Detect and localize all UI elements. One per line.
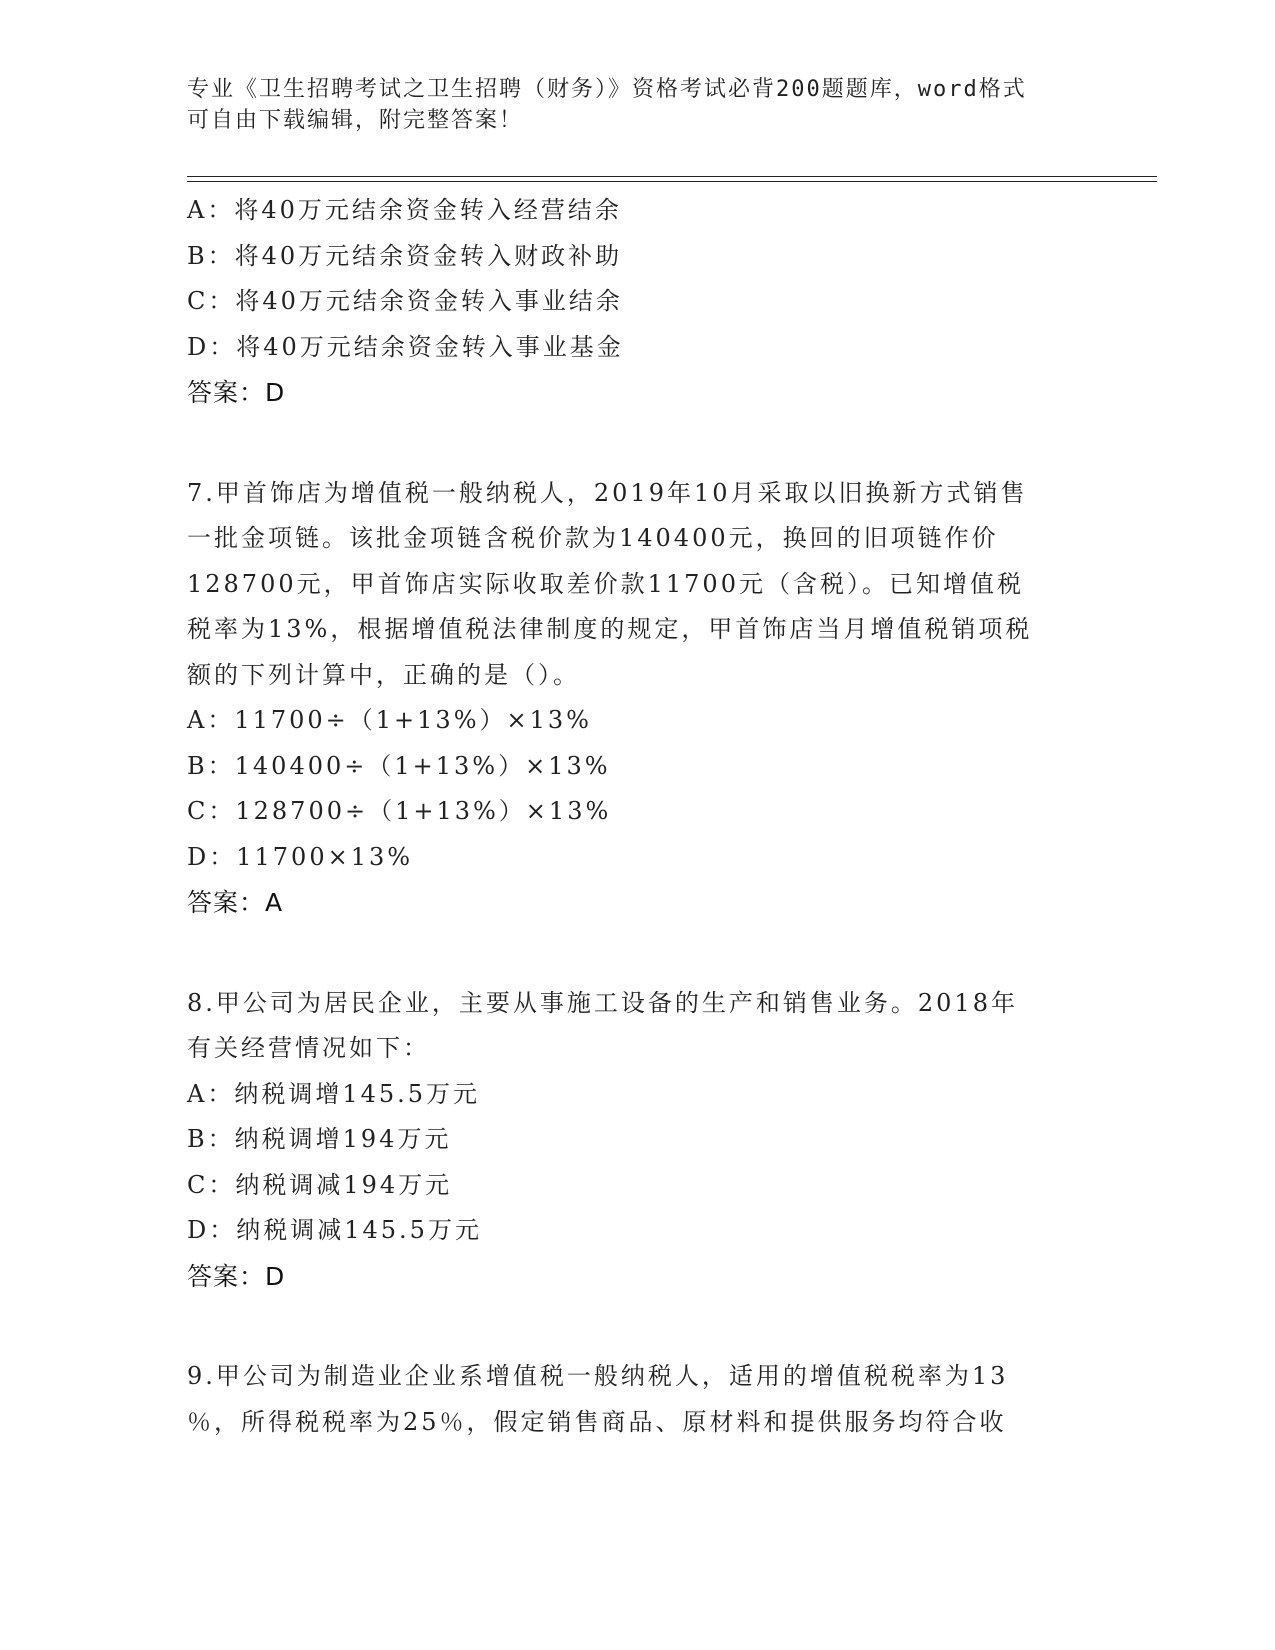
- option-c: C：128700÷（1+13%）×13%: [187, 797, 612, 825]
- question-stem-line: 额的下列计算中，正确的是（）。: [187, 660, 580, 689]
- spacer: [187, 416, 1087, 471]
- option-a: A：11700÷（1+13%）×13%: [187, 706, 592, 734]
- question-stem-line: 有关经营情况如下：: [187, 1034, 430, 1062]
- option-d: D：11700×13%: [187, 842, 414, 871]
- answer-line: 答案：D: [187, 378, 286, 407]
- question-stem-line: 9.甲公司为制造业企业系增值税一般纳税人，适用的增值税税率为13: [187, 1362, 1009, 1390]
- question-stem-line: ％，所得税税率为25％，假定销售商品、原材料和提供服务均符合收: [187, 1407, 1007, 1436]
- question-stem-line: 128700元，甲首饰店实际收取差价款11700元（含税）。已知增值税: [187, 569, 1024, 598]
- question-7: [187, 471, 1087, 926]
- option-d: D：将40万元结余资金转入事业基金: [187, 332, 624, 361]
- question-6: [187, 188, 1087, 416]
- answer-line: 答案：A: [187, 888, 284, 917]
- spacer: [187, 1299, 1087, 1354]
- header-divider: [187, 176, 1157, 182]
- spacer: [187, 926, 1087, 981]
- option-a: A：将40万元结余资金转入经营结余: [187, 196, 622, 224]
- question-stem-line: 税率为13%，根据增值税法律制度的规定，甲首饰店当月增值税销项税: [187, 615, 1033, 643]
- question-8: [187, 981, 1087, 1300]
- option-d: D：纳税调减145.5万元: [187, 1216, 482, 1244]
- answer-line: 答案：D: [187, 1261, 286, 1291]
- header-line-2: 可自由下载编辑，附完整答案！: [187, 108, 524, 133]
- question-stem-line: 7.甲首饰店为增值税一般纳税人，2019年10月采取以旧换新方式销售: [187, 478, 1028, 507]
- option-c: C：纳税调减194万元: [187, 1170, 453, 1199]
- question-stem-line: 8.甲公司为居民企业，主要从事施工设备的生产和销售业务。2018年: [187, 988, 1018, 1017]
- question-stem-line: 一批金项链。该批金项链含税价款为140400元，换回的旧项链作价: [187, 524, 999, 552]
- question-list: [187, 188, 1087, 1445]
- option-b: B：将40万元结余资金转入财政补助: [187, 241, 623, 270]
- option-b: B：纳税调增194万元: [187, 1125, 452, 1153]
- document-header: [187, 74, 1067, 136]
- question-9: [187, 1354, 1087, 1445]
- option-a: A：纳税调增145.5万元: [187, 1079, 481, 1108]
- option-c: C：将40万元结余资金转入事业结余: [187, 287, 623, 315]
- option-b: B：140400÷（1+13%）×13%: [187, 751, 611, 780]
- header-line-1: 专业《卫生招聘考试之卫生招聘（财务）》资格考试必背200题题库，word格式: [187, 77, 1027, 102]
